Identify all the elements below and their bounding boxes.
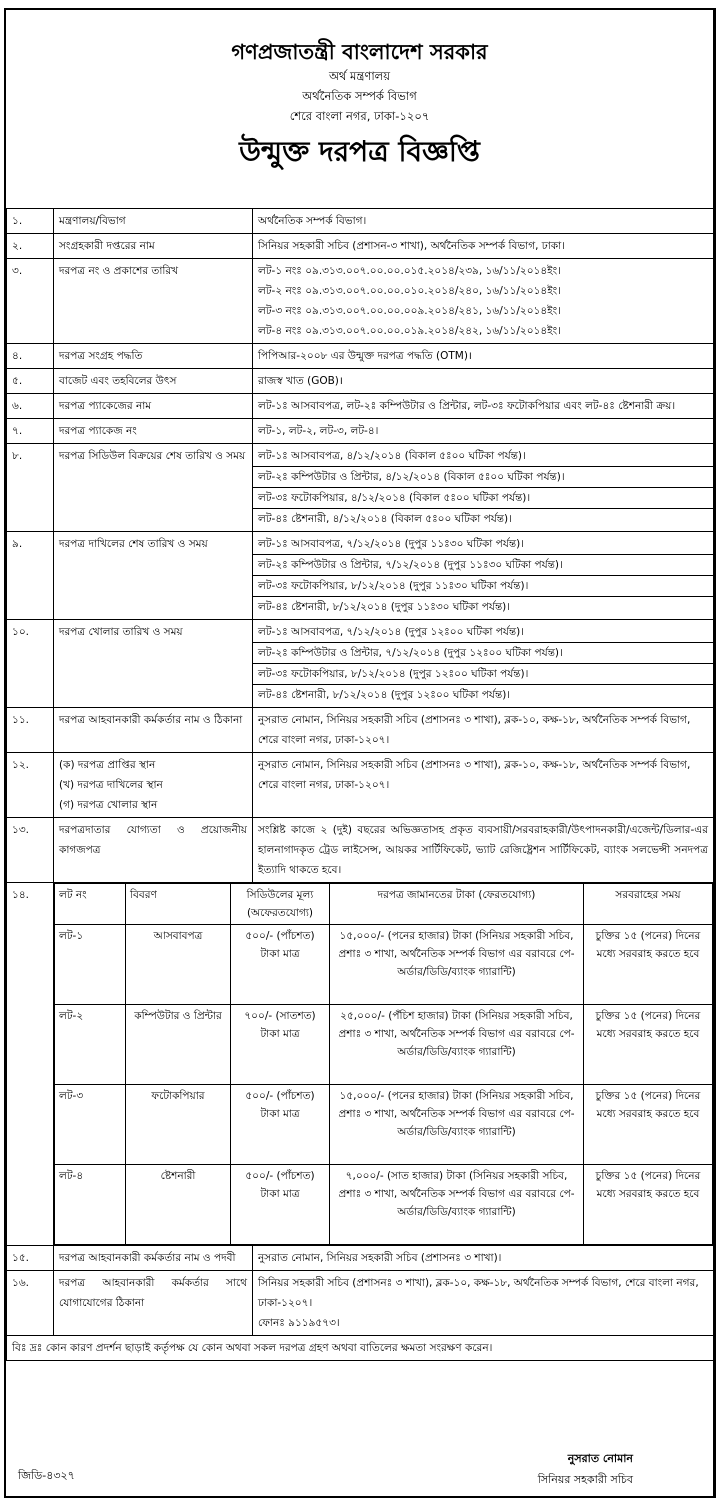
lot-header xyxy=(55,884,713,925)
contact-phone: ফোনঃ ৯১১৯৫৭৩। xyxy=(258,1317,340,1329)
lot-no: লট-২ xyxy=(55,1005,126,1085)
lot-deposit: ৭,০০০/- (সাত হাজার) টাকা (সিনিয়র সহকারী সচিব, প্রশাঃ ৩ শাখা, অর্থনৈতিক সম্পর্ক বিভাগ এর বরাবরে পে-অর্ডার/ডিডি/ব্যাংক গ্যারান্টি) xyxy=(330,1165,584,1245)
row-value xyxy=(253,259,714,344)
lot-time: চুক্তির ১৫ (পনের) দিনের মধ্যে সরবরাহ করতে হবে xyxy=(584,1165,713,1245)
lot-table xyxy=(54,883,713,1245)
page-title: উন্মুক্ত দরপত্র বিজ্ঞপ্তি xyxy=(239,135,480,168)
sub-line: লট-৩ঃ ফটোকপিয়ার, ৪/১২/২০১৪ (বিকাল ৫ঃ০০ ঘটিকা পর্যন্ত)। xyxy=(253,488,713,509)
table-row xyxy=(7,708,714,753)
row-number: ৯. xyxy=(7,532,54,620)
table-row xyxy=(7,444,714,532)
row-value xyxy=(253,532,714,620)
tender-no-lot3: লট-৩ নংঃ ০৯.৩১৩.০০৭.০০.০০.০০৯.২০১৪/২৪১, ১৬/১১/২০১৪ইং। xyxy=(258,305,561,317)
lot-price: ৫০০/- (পাঁচশত) টাকা মাত্র xyxy=(231,925,330,1005)
row-number: ৪. xyxy=(7,344,54,369)
table-row xyxy=(7,209,714,234)
lot-price: ৫০০/- (পাঁচশত) টাকা মাত্র xyxy=(231,1085,330,1165)
tender-notice xyxy=(4,8,716,1498)
header xyxy=(6,38,713,172)
row-number: ৬. xyxy=(7,394,54,419)
address: শেরে বাংলা নগর, ঢাকা-১২০৭ xyxy=(289,109,430,123)
lot-desc: কম্পিউটার ও প্রিন্টার xyxy=(126,1005,231,1085)
table-row xyxy=(7,1246,714,1271)
col-header: সরবরাহের সময় xyxy=(584,884,713,925)
row-value: রাজস্ব খাত (GOB)। xyxy=(253,369,714,394)
sub-line: লট-৩ঃ ফটোকপিয়ার, ৮/১২/২০১৪ (দুপুর ১২ঃ০০ ঘটিকা পর্যন্ত)। xyxy=(253,664,713,685)
note: বিঃ দ্রঃ কোন কারণ প্রদর্শন ছাড়াই কর্তৃপক্ষ যে কোন অথবা সকল দরপত্র গ্রহণ অথবা বাতিলের ক্ষমতা সংরক্ষণ করেন। xyxy=(7,1336,714,1361)
row-label xyxy=(54,753,253,818)
row-label: বাজেট এবং তহবিলের উৎস xyxy=(54,369,253,394)
sub-line: লট-২ঃ কম্পিউটার ও প্রিন্টার, ৪/১২/২০১৪ (বিকাল ৫ঃ০০ ঘটিকা পর্যন্ত)। xyxy=(253,467,713,488)
place-open: (গ) দরপত্র খোলার স্থান xyxy=(59,799,158,811)
contact-address: সিনিয়র সহকারী সচিব (প্রশাসনঃ ৩ শাখা), ব্লক-১০, কক্ষ-১৮, অর্থনৈতিক সম্পর্ক বিভাগ, শেরে বাংলা নগর, ঢাকা-১২০৭। xyxy=(258,1277,699,1309)
row-number: ৩. xyxy=(7,259,54,344)
row-number: ২. xyxy=(7,234,54,259)
row-value: পিপিআর-২০০৮ এর উন্মুক্ত দরপত্র পদ্ধতি (OTM)। xyxy=(253,344,714,369)
table-row xyxy=(7,344,714,369)
row-number: ১১. xyxy=(7,708,54,753)
row-value: সিনিয়র সহকারী সচিব (প্রশাসন-৩ শাখা), অর্থনৈতিক সম্পর্ক বিভাগ, ঢাকা। xyxy=(253,234,714,259)
row-number: ১. xyxy=(7,209,54,234)
row-number: ৫. xyxy=(7,369,54,394)
lot-time: চুক্তির ১৫ (পনের) দিনের মধ্যে সরবরাহ করতে হবে xyxy=(584,925,713,1005)
signatory-designation: সিনিয়র সহকারী সচিব xyxy=(537,1473,633,1486)
lot-deposit: ১৫,০০০/- (পনের হাজার) টাকা (সিনিয়র সহকারী সচিব, প্রশাঃ ৩ শাখা, অর্থনৈতিক সম্পর্ক বিভাগ এর বরাবরে পে-অর্ডার/ডিডি/ব্যাংক গ্যারান্টি) xyxy=(330,1085,584,1165)
row-number: ১৫. xyxy=(7,1246,54,1271)
row-number: ১২. xyxy=(7,753,54,818)
sub-line: লট-১ঃ আসবাবপত্র, ৪/১২/২০১৪ (বিকাল ৫ঃ০০ ঘটিকা পর্যন্ত)। xyxy=(253,446,713,467)
col-header: দরপত্র জামানতের টাকা (ফেরতযোগ্য) xyxy=(330,884,584,925)
row-value xyxy=(253,444,714,532)
lot-no: লট-১ xyxy=(55,925,126,1005)
row-label: দরপত্র আহবানকারী কর্মকর্তার নাম ও ঠিকানা xyxy=(54,708,253,753)
ministry: অর্থ মন্ত্রণালয় xyxy=(328,69,391,83)
row-value: অর্থনৈতিক সম্পর্ক বিভাগ। xyxy=(253,209,714,234)
tender-table xyxy=(6,208,714,1361)
reference-number: জিডি-৪৩২৭ xyxy=(18,1469,75,1482)
row-value xyxy=(253,620,714,708)
row-label: দরপত্র নং ও প্রকাশের তারিখ xyxy=(54,259,253,344)
sub-line: লট-২ঃ কম্পিউটার ও প্রিন্টার, ৭/১২/২০১৪ (দুপুর ১১ঃ৩০ ঘটিকা পর্যন্ত)। xyxy=(253,555,713,576)
lot-desc: ফটোকপিয়ার xyxy=(126,1085,231,1165)
row-label: দরপত্র আহবানকারী কর্মকর্তার সাথে যোগাযোগের ঠিকানা xyxy=(54,1271,253,1336)
tender-no-lot1: লট-১ নংঃ ০৯.৩১৩.০০৭.০০.০০.০১৫.২০১৪/২৩৯, ১৬/১১/২০১৪ইং। xyxy=(258,265,561,277)
table-row xyxy=(7,394,714,419)
place-submit: (খ) দরপত্র দাখিলের স্থান xyxy=(59,779,163,791)
row-value: লট-১ঃ আসবাবপত্র, লট-২ঃ কম্পিউটার ও প্রিন্টার, লট-৩ঃ ফটোকপিয়ার এবং লট-৪ঃ ষ্টেশনারী ক্রয়। xyxy=(253,394,714,419)
row-label: দরপত্র সংগ্রহ পদ্ধতি xyxy=(54,344,253,369)
table-row xyxy=(7,753,714,818)
table-row xyxy=(7,532,714,620)
row-label: দরপত্রদাতার যোগ্যতা ও প্রয়োজনীয় কাগজপত্র xyxy=(54,818,253,883)
signatory-name: নুসরাত নোমান xyxy=(567,1452,633,1465)
sub-line: লট-২ঃ কম্পিউটার ও প্রিন্টার, ৭/১২/২০১৪ (দুপুর ১২ঃ০০ ঘটিকা পর্যন্ত)। xyxy=(253,643,713,664)
col-header: বিবরণ xyxy=(126,884,231,925)
row-number: ১৪. xyxy=(7,883,54,1246)
lot-no: লট-৩ xyxy=(55,1085,126,1165)
row-label: দরপত্র খোলার তারিখ ও সময় xyxy=(54,620,253,708)
row-label: দরপত্র দাখিলের শেষ তারিখ ও সময় xyxy=(54,532,253,620)
row-number: ১০. xyxy=(7,620,54,708)
place-receive: (ক) দরপত্র প্রাপ্তির স্থান xyxy=(59,759,156,771)
lot-time: চুক্তির ১৫ (পনের) দিনের মধ্যে সরবরাহ করতে হবে xyxy=(584,1005,713,1085)
lot-row xyxy=(55,1165,713,1245)
lot-desc: আসবাবপত্র xyxy=(126,925,231,1005)
col-header: লট নং xyxy=(55,884,126,925)
row-value: সংশ্লিষ্ট কাজে ২ (দুই) বছরের অভিজ্ঞতাসহ প্রকৃত ব্যবসায়ী/সরবরাহকারী/উৎপাদনকারী/এজেন্ট/ডিলার-এর হালনাগাদকৃত ট্রেড লাইসেন্স, আয়কর সার্টিফিকেট, ভ্যাট রেজিষ্ট্রেশন সার্টিফিকেট, ব্যাংক সলভেন্সী সনদপত্র ইত্যাদি থাকতে হবে। xyxy=(253,818,714,883)
sub-line: লট-১ঃ আসবাবপত্র, ৭/১২/২০১৪ (দুপুর ১১ঃ৩০ ঘটিকা পর্যন্ত)। xyxy=(253,534,713,555)
row-label: দরপত্র প্যাকেজের নাম xyxy=(54,394,253,419)
row-number: ৭. xyxy=(7,419,54,444)
table-row xyxy=(7,369,714,394)
row-value: নুসরাত নোমান, সিনিয়র সহকারী সচিব (প্রশাসনঃ ৩ শাখা)। xyxy=(253,1246,714,1271)
table-row xyxy=(7,620,714,708)
sub-line: লট-৪ঃ ষ্টেশনারী, ৮/১২/২০১৪ (দুপুর ১২ঃ০০ ঘটিকা পর্যন্ত)। xyxy=(258,689,511,701)
govt-name: গণপ্রজাতন্ত্রী বাংলাদেশ সরকার xyxy=(231,40,488,64)
lot-price: ৫০০/- (পাঁচশত) টাকা মাত্র xyxy=(231,1165,330,1245)
row-label: মন্ত্রণালয়/বিভাগ xyxy=(54,209,253,234)
row-label: দরপত্র সিডিউল বিক্রয়ের শেষ তারিখ ও সময় xyxy=(54,444,253,532)
row-number: ১৬. xyxy=(7,1271,54,1336)
tender-no-lot4: লট-৪ নংঃ ০৯.৩১৩.০০৭.০০.০০.০১৯.২০১৪/২৪২, ১৬/১১/২০১৪ইং। xyxy=(258,325,561,337)
row-number: ৮. xyxy=(7,444,54,532)
signature-block xyxy=(538,1444,713,1490)
lot-table-cell xyxy=(54,883,714,1246)
table-row xyxy=(7,818,714,883)
row-value xyxy=(253,1271,714,1336)
note-row xyxy=(7,1336,714,1361)
row-value: নুসরাত নোমান, সিনিয়র সহকারী সচিব (প্রশাসনঃ ৩ শাখা), ব্লক-১০, কক্ষ-১৮, অর্থনৈতিক সম্পর্ক বিভাগ, শেরে বাংলা নগর, ঢাকা-১২০৭। xyxy=(253,753,714,818)
table-row xyxy=(7,883,714,1246)
lot-deposit: ২৫,০০০/- (পঁচিশ হাজার) টাকা (সিনিয়র সহকারী সচিব, প্রশাঃ ৩ শাখা, অর্থনৈতিক সম্পর্ক বিভাগ এর বরাবরে পে-অর্ডার/ডিডি/ব্যাংক গ্যারান্টি) xyxy=(330,1005,584,1085)
table-row xyxy=(7,259,714,344)
sub-line: লট-১ঃ আসবাবপত্র, ৭/১২/২০১৪ (দুপুর ১২ঃ০০ ঘটিকা পর্যন্ত)। xyxy=(253,622,713,643)
row-label: দরপত্র প্যাকেজ নং xyxy=(54,419,253,444)
lot-no: লট-৪ xyxy=(55,1165,126,1245)
sub-line: লট-৪ঃ ষ্টেশনারী, ৮/১২/২০১৪ (দুপুর ১১ঃ৩০ ঘটিকা পর্যন্ত)। xyxy=(258,601,511,613)
lot-price: ৭০০/- (সাতশত) টাকা মাত্র xyxy=(231,1005,330,1085)
lot-deposit: ১৫,০০০/- (পনের হাজার) টাকা (সিনিয়র সহকারী সচিব, প্রশাঃ ৩ শাখা, অর্থনৈতিক সম্পর্ক বিভাগ এর বরাবরে পে-অর্ডার/ডিডি/ব্যাংক গ্যারান্টি) xyxy=(330,925,584,1005)
row-number: ১৩. xyxy=(7,818,54,883)
division: অর্থনৈতিক সম্পর্ক বিভাগ xyxy=(302,89,417,103)
lot-row xyxy=(55,1005,713,1085)
col-header: সিডিউলের মূল্য (অফেরতযোগ্য) xyxy=(231,884,330,925)
lot-desc: ষ্টেশনারী xyxy=(126,1165,231,1245)
table-row xyxy=(7,419,714,444)
row-value: লট-১, লট-২, লট-৩, লট-৪। xyxy=(253,419,714,444)
tender-no-lot2: লট-২ নংঃ ০৯.৩১৩.০০৭.০০.০০.০১০.২০১৪/২৪০, ১৬/১১/২০১৪ইং। xyxy=(258,285,561,297)
row-value: নুসরাত নোমান, সিনিয়র সহকারী সচিব (প্রশাসনঃ ৩ শাখা), ব্লক-১০, কক্ষ-১৮, অর্থনৈতিক সম্পর্ক বিভাগ, শেরে বাংলা নগর, ঢাকা-১২০৭। xyxy=(253,708,714,753)
lot-time: চুক্তির ১৫ (পনের) দিনের মধ্যে সরবরাহ করতে হবে xyxy=(584,1085,713,1165)
row-label: সংগ্রহকারী দপ্তরের নাম xyxy=(54,234,253,259)
lot-row xyxy=(55,1085,713,1165)
table-row xyxy=(7,1271,714,1336)
lot-row xyxy=(55,925,713,1005)
sub-line: লট-৪ঃ ষ্টেশনারী, ৪/১২/২০১৪ (বিকাল ৫ঃ০০ ঘটিকা পর্যন্ত)। xyxy=(258,513,512,525)
sub-line: লট-৩ঃ ফটোকপিয়ার, ৮/১২/২০১৪ (দুপুর ১১ঃ৩০ ঘটিকা পর্যন্ত)। xyxy=(253,576,713,597)
table-row xyxy=(7,234,714,259)
row-label: দরপত্র আহবানকারী কর্মকর্তার নাম ও পদবী xyxy=(54,1246,253,1271)
